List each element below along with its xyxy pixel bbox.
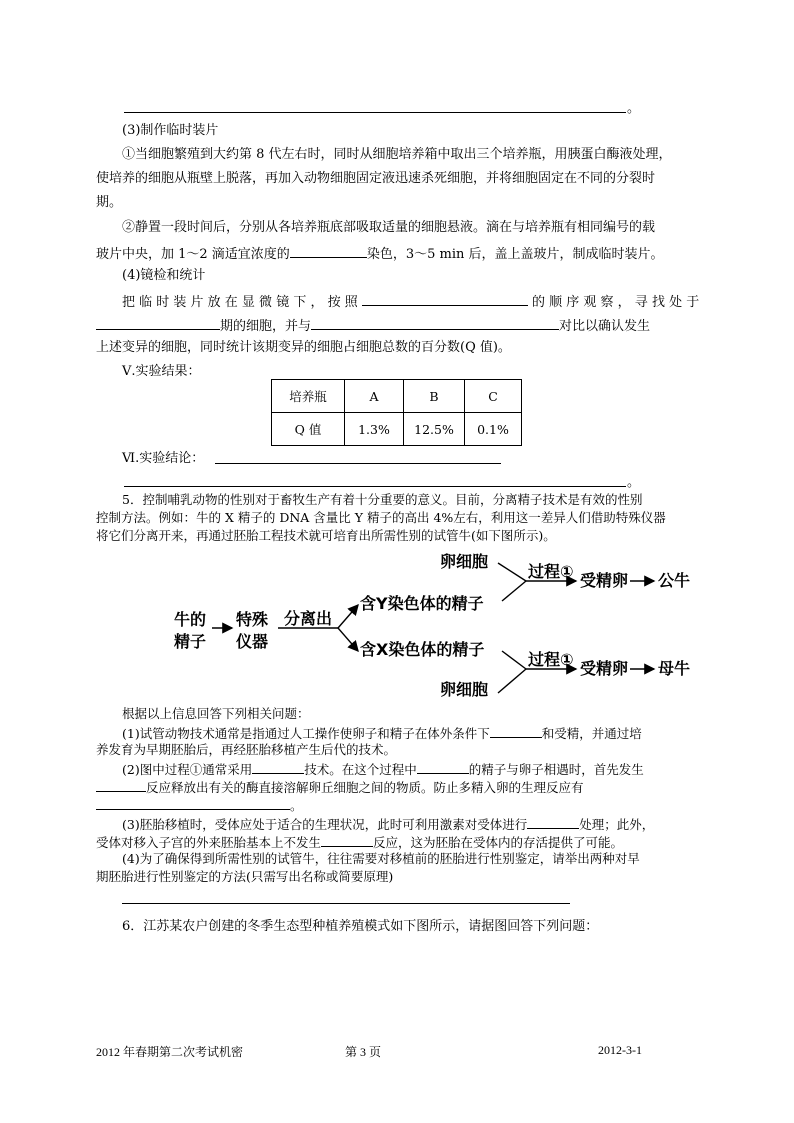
source-label-2: 精子 bbox=[174, 632, 207, 651]
q5-prompt: 根据以上信息回答下列相关问题： bbox=[122, 706, 310, 721]
egg-label-top: 卵细胞 bbox=[440, 552, 489, 571]
conclusion-period: 。 bbox=[627, 475, 641, 490]
male-label: 公牛 bbox=[658, 571, 691, 590]
step2-line1: ②静置一段时间后，分别从各培养瓶底部吸取适量的细胞悬液。滴在与培养瓶有相同编号的载 bbox=[122, 220, 656, 235]
device-label-1: 特殊 bbox=[236, 610, 269, 629]
zygote-label-top: 受精卵 bbox=[580, 571, 629, 590]
table-cell: 培养瓶 bbox=[272, 380, 345, 413]
section4-line2-mid: 期的细胞，并与 bbox=[220, 319, 312, 334]
section4-line3: 上述变异的细胞，同时统计该期变异的细胞占细胞总数的百分数(Q 值)。 bbox=[96, 340, 511, 355]
q5-s3-line1 bbox=[122, 814, 654, 834]
compare-blank[interactable] bbox=[311, 315, 559, 330]
q5-s3-d: 反应，这为胚胎在受体内的存活提供了可能。 bbox=[373, 835, 624, 850]
q5-s1-start: (1)试管动物技术通常是指通过人工操作使卵子和精子在体外条件下 bbox=[122, 726, 490, 741]
egg-line-bottom bbox=[498, 669, 526, 693]
arrow-to-x-sperm bbox=[338, 628, 358, 651]
step2-line2-start: 玻片中央，加 1～2 滴适宜浓度的 bbox=[96, 247, 290, 262]
q5-s1-line2: 养发育为早期胚胎后，再经胚胎移植产生后代的技术。 bbox=[96, 742, 397, 757]
q5-s2-e: 。 bbox=[290, 798, 303, 813]
q5-s2-d: 反应释放出有关的酶直接溶解卵丘细胞之间的物质。防止多精入卵的生理反应有 bbox=[146, 780, 584, 795]
q5-s1-line1 bbox=[122, 723, 642, 743]
step1-line3: 期。 bbox=[96, 195, 123, 210]
s2-block-blank[interactable] bbox=[96, 795, 290, 810]
s2-technique-blank[interactable] bbox=[252, 759, 304, 774]
section3-heading: (3)制作临时装片 bbox=[122, 123, 219, 138]
footer-date: 2012-3-1 bbox=[598, 1043, 642, 1057]
phase-blank[interactable] bbox=[96, 315, 220, 330]
egg-line-top bbox=[498, 563, 526, 581]
s4-answer-line[interactable] bbox=[122, 903, 570, 904]
process-label-top: 过程① bbox=[528, 562, 574, 581]
s3-hormone-blank[interactable] bbox=[527, 814, 579, 829]
section4-heading: (4)镜检和统计 bbox=[122, 268, 206, 283]
step1-line1: ①当细胞繁殖到大约第 8 代左右时，同时从细胞培养箱中取出三个培养瓶，用胰蛋白酶液处理， bbox=[122, 147, 672, 162]
footer-page-number: 第 3 页 bbox=[345, 1045, 382, 1059]
process-label-bottom: 过程① bbox=[528, 650, 574, 669]
q5-s2-c: 的精子与卵子相遇时，首先发生 bbox=[468, 762, 644, 777]
conclusion-line-2[interactable] bbox=[124, 486, 626, 487]
table-cell: A bbox=[345, 380, 404, 413]
arrow-to-y-sperm bbox=[338, 605, 358, 628]
section4-line1-start: 把 临 时 装 片 放 在 显 微 镜 下 ， 按 照 bbox=[122, 295, 358, 310]
table-cell: 0.1% bbox=[465, 413, 522, 446]
q5-s3-a: (3)胚胎移植时，受体应处于适合的生理状况，此时可利用激素对受体进行 bbox=[122, 817, 528, 832]
q5-s2-line3 bbox=[96, 795, 303, 815]
s2-reaction-blank[interactable] bbox=[96, 777, 146, 792]
zygote-label-bottom: 受精卵 bbox=[580, 659, 629, 678]
table-cell: Q 值 bbox=[272, 413, 345, 446]
q5-s2-a: (2)图中过程①通常采用 bbox=[122, 762, 253, 777]
sperm-line-top bbox=[502, 581, 526, 601]
order-blank[interactable] bbox=[362, 291, 528, 306]
q5-s4-line2: 期胚胎进行性别鉴定的方法(只需写出名称或简要原理) bbox=[96, 869, 394, 884]
q5-intro-line1: 5．控制哺乳动物的性别对于畜牧生产有着十分重要的意义。目前，分离精子技术是有效的性别 bbox=[122, 492, 643, 507]
separate-label: 分离出 bbox=[284, 609, 333, 628]
q5-s2-b: 技术。在这个过程中 bbox=[304, 762, 417, 777]
conclusion-label: Ⅵ.实验结论： bbox=[122, 451, 205, 466]
q5-s4-line1: (4)为了确保得到所需性别的试管牛，往往需要对移植前的胚胎进行性别鉴定，请举出两种对早 bbox=[122, 851, 640, 866]
step2-line2 bbox=[96, 243, 663, 264]
y-sperm-label: 含Y染色体的精子 bbox=[360, 594, 484, 613]
q5-s2-line2 bbox=[96, 777, 584, 797]
section4-line2 bbox=[96, 315, 650, 336]
table-cell: 12.5% bbox=[404, 413, 465, 446]
results-table bbox=[271, 379, 522, 446]
table-cell: 1.3% bbox=[345, 413, 404, 446]
q5-s3-line2 bbox=[96, 832, 623, 852]
table-row bbox=[272, 413, 522, 446]
q5-s3-b: 处理；此外， bbox=[579, 817, 655, 832]
source-label-1: 牛的 bbox=[174, 610, 207, 629]
q5-s1-end: 和受精，并通过培 bbox=[541, 726, 642, 741]
s2-sperm-blank[interactable] bbox=[417, 759, 469, 774]
table-header-row bbox=[272, 380, 522, 413]
s1-blank[interactable] bbox=[490, 723, 542, 738]
results-heading: Ⅴ.实验结果： bbox=[122, 364, 201, 379]
answer-line-top bbox=[124, 112, 626, 113]
sperm-sorting-diagram bbox=[160, 545, 720, 705]
sperm-line-bottom bbox=[502, 651, 526, 669]
stain-blank[interactable] bbox=[290, 243, 367, 258]
q6-text: 6．江苏某农户创建的冬季生态型种植养殖模式如下图所示，请据图回答下列问题： bbox=[122, 919, 599, 934]
section4-line1 bbox=[122, 291, 699, 312]
table-cell: B bbox=[404, 380, 465, 413]
table-cell: C bbox=[465, 380, 522, 413]
female-label: 母牛 bbox=[658, 659, 691, 678]
egg-label-bottom: 卵细胞 bbox=[440, 680, 489, 699]
q5-s3-c: 受体对移入子宫的外来胚胎基本上不发生 bbox=[96, 835, 322, 850]
period-top: 。 bbox=[627, 101, 641, 116]
q5-s2-line1 bbox=[122, 759, 644, 779]
section4-line2-end: 对比以确认发生 bbox=[559, 319, 651, 334]
step1-line2: 使培养的细胞从瓶壁上脱落，再加入动物细胞固定液迅速杀死细胞，并将细胞固定在不同的分裂时 bbox=[96, 171, 656, 186]
q5-intro-line3: 将它们分离开来，再通过胚胎工程技术就可培育出所需性别的试管牛(如下图所示)。 bbox=[96, 528, 556, 543]
conclusion-line-1[interactable] bbox=[215, 463, 501, 464]
x-sperm-label: 含X染色体的精子 bbox=[360, 640, 485, 659]
section4-line1-end: 的 顺 序 观 察 ， 寻 找 处 于 bbox=[532, 295, 700, 310]
q5-intro-line2: 控制方法。例如：牛的 X 精子的 DNA 含量比 Y 精子的高出 4%左右，利用这一差异人们借助特殊仪器 bbox=[96, 510, 666, 525]
step2-line2-end: 染色，3～5 min 后，盖上盖玻片，制成临时装片。 bbox=[366, 247, 664, 262]
s3-reaction-blank[interactable] bbox=[321, 832, 373, 847]
device-label-2: 仪器 bbox=[236, 632, 269, 651]
footer-left: 2012 年春期第二次考试机密 bbox=[96, 1045, 244, 1059]
